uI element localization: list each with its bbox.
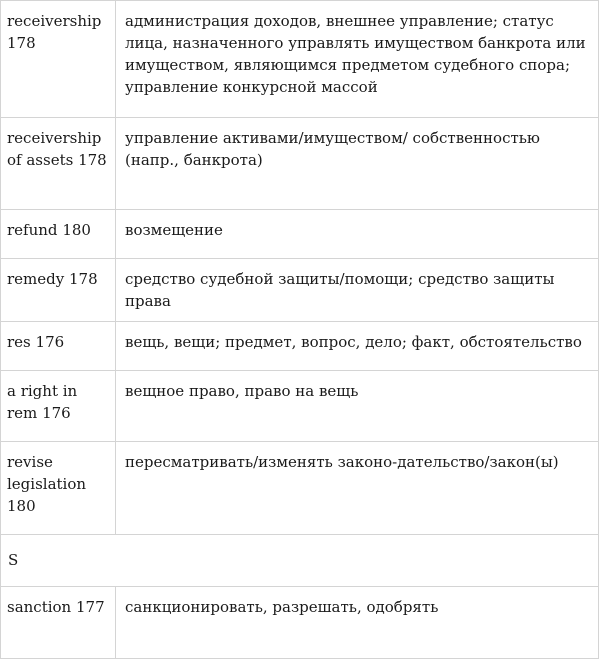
section-letter-row	[1, 535, 599, 587]
term-cell	[1, 210, 116, 259]
definition-cell: санкционировать, разрешать, одобрять	[116, 587, 599, 659]
page-number: 180	[62, 221, 91, 239]
page-number: 178	[7, 34, 36, 52]
term-text: receivership of assets	[7, 129, 102, 169]
table-row	[1, 322, 599, 371]
term-text: refund	[7, 221, 58, 239]
definition-cell: средство судебной защиты/помощи; средство защиты права	[116, 259, 599, 322]
term-text: remedy	[7, 270, 65, 288]
page-number: 176	[42, 404, 71, 422]
term-text: a right in rem	[7, 382, 78, 422]
table-row	[1, 118, 599, 210]
term-text: receivership	[7, 12, 102, 30]
term-text: res	[7, 333, 31, 351]
page-number: 180	[7, 497, 36, 515]
term-text: revise legislation	[7, 453, 87, 493]
term-cell	[1, 442, 116, 535]
page-number: 177	[76, 598, 105, 616]
definition-cell: возмещение	[116, 210, 599, 259]
term-cell	[1, 118, 116, 210]
table-row	[1, 210, 599, 259]
table-row	[1, 1, 599, 118]
glossary-body	[1, 1, 599, 659]
term-cell	[1, 322, 116, 371]
term-cell	[1, 259, 116, 322]
table-row	[1, 587, 599, 659]
table-row	[1, 371, 599, 442]
definition-cell: пересматривать/изменять законо-дательство/закон(ы)	[116, 442, 599, 535]
term-text: sanction	[7, 598, 72, 616]
definition-cell: вещное право, право на вещь	[116, 371, 599, 442]
section-letter: S	[1, 535, 599, 587]
page-number: 178	[69, 270, 98, 288]
table-row	[1, 259, 599, 322]
page-number: 178	[78, 151, 107, 169]
term-cell	[1, 1, 116, 118]
term-cell	[1, 371, 116, 442]
definition-cell: вещь, вещи; предмет, вопрос, дело; факт, обстоятельство	[116, 322, 599, 371]
definition-cell: администрация доходов, внешнее управление; статус лица, назначенного управлять имуществом банкрота или имуществом, являющимся предметом судебного спора; управление конкурсной массой	[116, 1, 599, 118]
table-row	[1, 442, 599, 535]
definition-cell: управление активами/имуществом/ собственностью (напр., банкрота)	[116, 118, 599, 210]
term-cell	[1, 587, 116, 659]
page-number: 176	[35, 333, 65, 351]
